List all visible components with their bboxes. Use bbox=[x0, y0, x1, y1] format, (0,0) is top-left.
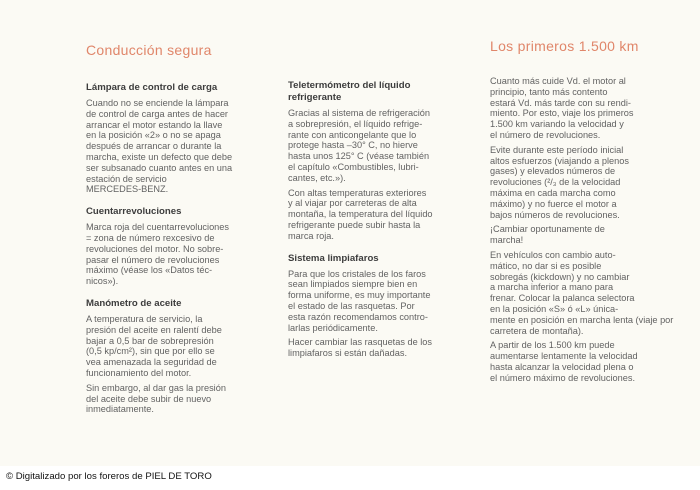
right-column bbox=[490, 76, 690, 388]
oil-gauge-text-1: A temperatura de servicio, la presión del aceite en ralentí debe bajar a 0,5 bar de sobrepresión (0,5 kp/cm²), sin que por ello se vea amenazada la seguridad de funcionamiento del motor. bbox=[86, 313, 222, 378]
right-section-title: Los primeros 1.500 km bbox=[490, 38, 639, 54]
headlamp-wiper-text-1: Para que los cristales de los faros sean limpiados siempre bien en forma uniforme, es muy importante el estado de las rasquetas. Por esta razón recomendamos contro- larlas periódicamente. bbox=[288, 268, 431, 333]
headlamp-wiper-text-2: Hacer cambiar las rasquetas de los limpiafaros si están dañadas. bbox=[288, 337, 433, 359]
coolant-gauge-heading: Teletermómetro del líquido refrigerante bbox=[288, 80, 411, 103]
charge-lamp-heading: Lámpara de control de carga bbox=[86, 82, 218, 93]
break-in-text-1: Cuanto más cuide Vd. el motor al principio, tanto más contento estará Vd. más tarde con su rendi- miento. Por esto, viaje los primeros 1.500 km variando la velocidad y el número de revoluciones. bbox=[490, 76, 634, 140]
coolant-gauge-text-1: Gracias al sistema de refrigeración a sobrepresión, el líquido refrige- rante con anticongelante que lo protege hasta –30° C, no hierve hasta unos 125° C (véase también el capítulo «Combustibles, lubri- cantes, etc.»). bbox=[288, 108, 430, 183]
tachometer-text: Marca roja del cuentarrevoluciones = zona de número rexcesivo de revoluciones del motor. No sobre- pasar el número de revoluciones máximo (véase los «Datos téc- nicos»). bbox=[86, 222, 229, 287]
left-section-title: Conducción segura bbox=[86, 42, 212, 58]
break-in-text-3: ¡Cambiar oportunamente de marcha! bbox=[490, 224, 605, 246]
scan-credit: © Digitalizado por los foreros de PIEL DE TORO bbox=[6, 471, 212, 482]
oil-gauge-heading: Manómetro de aceite bbox=[86, 297, 182, 309]
left-column bbox=[86, 82, 282, 419]
break-in-text-2: Evite durante este período inicial altos esfuerzos (viajando a plenos gases) y elevados números de revoluciones (²/₃ de la velocidad máxima en cada marcha como máximo) y no fuerce el motor a bajos números de revoluciones. bbox=[490, 144, 629, 220]
oil-gauge-text-2: Sin embargo, al dar gas la presión del aceite debe subir de nuevo inmediatamente. bbox=[86, 382, 226, 415]
tachometer-heading: Cuentarrevoluciones bbox=[86, 206, 182, 218]
headlamp-wiper-heading: Sistema limpiafaros bbox=[288, 252, 379, 264]
break-in-text-5: A partir de los 1.500 km puede aumentarse lentamente la velocidad hasta alcanzar la velocidad plena o el número máximo de revoluciones. bbox=[490, 340, 638, 383]
break-in-text-4: En vehículos con cambio auto- mático, no dar si es posible sobregás (kickdown) y no cambiar a marcha inferior a mano para frenar. Colocar la palanca selectora en la posición «S» ó «L» única- mente en posición en marcha lenta (viaje por carretera de montaña). bbox=[490, 249, 674, 336]
coolant-gauge-text-2: Con altas temperaturas exteriores y al viajar por carreteras de alta montaña, la temperatura del líquido refrigerante puede subir hasta la marca roja. bbox=[288, 187, 433, 241]
charge-lamp-text: Cuando no se enciende la lámpara de control de carga antes de hacer arrancar el motor estando la llave en la posición «2» o no se apaga después de arrancar o durante la marcha, existe un defecto que debe ser subsanado cuanto antes en una estación de servicio MERCEDES-BENZ. bbox=[86, 98, 233, 195]
middle-column bbox=[288, 80, 482, 363]
